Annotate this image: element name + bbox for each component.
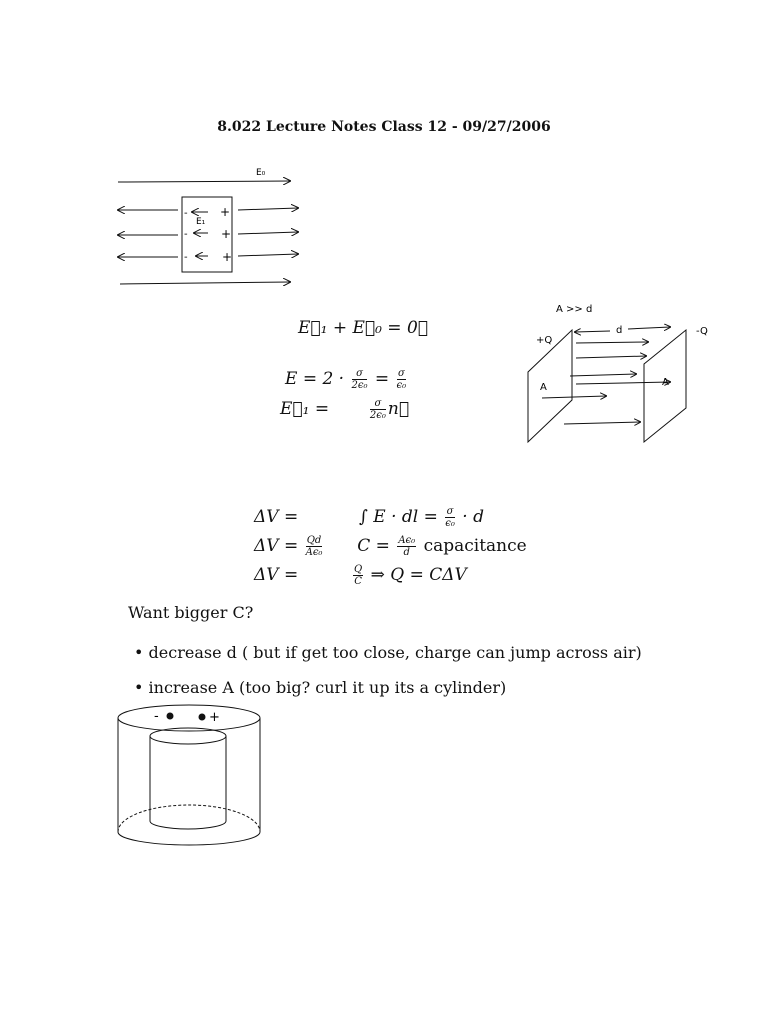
- cylindrical-capacitor-diagram: [110, 700, 270, 850]
- e0-label: E₀: [256, 168, 266, 178]
- page-title: 8.022 Lecture Notes Class 12 - 09/27/2006: [217, 119, 551, 135]
- d-label: d: [616, 325, 623, 336]
- charge-minus: -: [184, 252, 188, 263]
- condition-label: A >> d: [556, 304, 593, 315]
- charge-plus: +: [221, 227, 232, 241]
- equation-voltage-integral: ΔV = ∫ E · dl = $\frac{\sigma}{\text{ϵ₀}}$ · d: [254, 506, 484, 529]
- question-text: Want bigger C?: [128, 603, 254, 622]
- positive-plate: [528, 330, 572, 442]
- equation-capacitance: ΔV = $\frac{Qd}{\text{Aϵ₀}}$ C = $\frac{\text{Aϵ₀}}{d}$ capacitance: [254, 535, 527, 558]
- charge-minus: -: [184, 229, 188, 240]
- minus-terminal: [167, 713, 174, 720]
- slab-field-diagram: [110, 160, 310, 295]
- equation-field-vector: E⃗₁ = $\frac{\sigma}{\text{2ϵ₀}}$ n⃗: [280, 398, 410, 421]
- equation-field-magnitude: E = 2 · $\frac{\sigma}{\text{2ϵ₀}}$ = $\frac{\sigma}{\text{ϵ₀}}$: [285, 368, 407, 391]
- minus-q-label: -Q: [696, 326, 708, 337]
- area-label-left: A: [540, 382, 547, 393]
- outer-cylinder-top: [118, 705, 260, 731]
- e0-arrow: [118, 181, 290, 182]
- charge-plus: +: [222, 250, 233, 264]
- parallel-plate-diagram: [520, 300, 720, 450]
- charge-minus: -: [184, 208, 188, 219]
- inner-cylinder-top: [150, 728, 226, 744]
- plus-q-label: +Q: [536, 335, 553, 346]
- bullet-increase-a: • increase A (too big? curl it up its a cylinder): [134, 678, 507, 697]
- plus-terminal-label: +: [209, 710, 220, 725]
- equation-charge: ΔV = $\frac{Q}{C}$ ⇒ Q = CΔV: [254, 564, 467, 587]
- bullet-decrease-d: • decrease d ( but if get too close, charge can jump across air): [134, 643, 642, 662]
- charge-plus: +: [220, 205, 231, 219]
- minus-terminal-label: -: [154, 709, 159, 724]
- equation-field-sum: E⃗₁ + E⃗₀ = 0⃗: [298, 318, 428, 338]
- plus-terminal: [199, 714, 206, 721]
- e1-label: E₁: [196, 217, 206, 227]
- outer-cylinder-base-hidden: [118, 805, 260, 832]
